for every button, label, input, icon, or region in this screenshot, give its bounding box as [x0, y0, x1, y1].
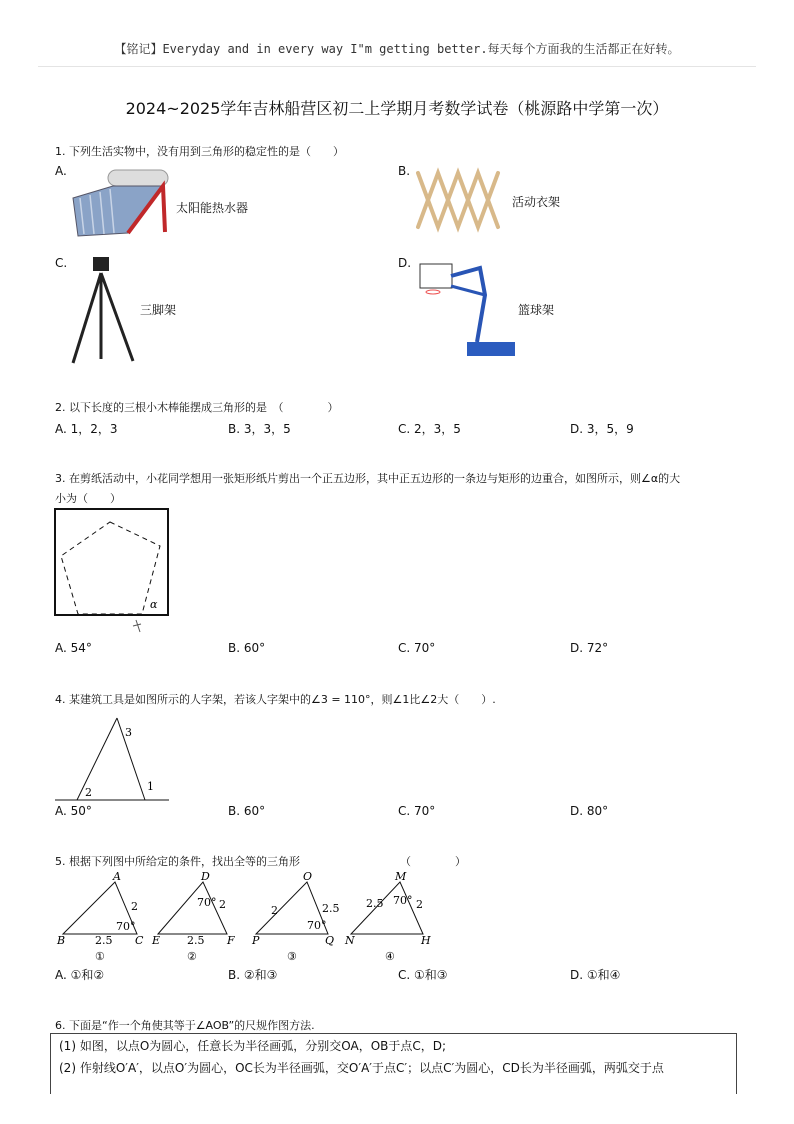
triangle-2: [151, 870, 235, 963]
svg-text:2: 2: [271, 904, 278, 917]
svg-text:Q: Q: [325, 934, 335, 947]
q5-stem: 5. 根据下列图中所给定的条件，找出全等的三角形: [55, 855, 300, 868]
angle-2-label: 2: [85, 786, 92, 799]
basketball-hoop-image: [415, 250, 520, 362]
tripod-image: [65, 255, 140, 367]
q6-step-1: (1) 如图，以点O为圆心，任意长为半径画弧，分别交OA，OB于点C，D;: [59, 1039, 447, 1053]
svg-text:C: C: [135, 934, 144, 947]
svg-text:2.5: 2.5: [322, 902, 340, 915]
svg-text:70°: 70°: [116, 920, 136, 933]
q3-option-a: A. 54°: [55, 641, 92, 655]
svg-text:①: ①: [95, 950, 105, 963]
svg-text:A: A: [113, 870, 121, 883]
q3-option-b: B. 60°: [228, 641, 266, 655]
svg-text:H: H: [421, 934, 431, 947]
q5-option-b: B. ②和③: [228, 968, 278, 982]
svg-text:P: P: [252, 934, 260, 947]
solar-water-heater-image: [68, 168, 173, 243]
triangle-3: [251, 870, 340, 963]
q5-option-d: D. ①和④: [570, 968, 621, 982]
q1-option-b-label: 活动衣架: [512, 195, 561, 209]
four-triangles-figure: [55, 872, 455, 962]
q5-answer-paren: （ ）: [400, 855, 466, 868]
angle-3-label: 3: [125, 726, 132, 739]
q2-stem: 2. 以下长度的三根小木棒能摆成三角形的是 （ ）: [55, 401, 339, 414]
herringbone-frame-figure: [55, 716, 170, 802]
svg-text:70°: 70°: [197, 896, 217, 909]
q6-construction-steps-box: [50, 1033, 737, 1094]
q1-option-a-label: 太阳能热水器: [176, 201, 249, 215]
svg-text:2.5: 2.5: [366, 897, 384, 910]
q4-option-c: C. 70°: [398, 804, 436, 818]
q3-stem-line1: 3. 在剪纸活动中，小花同学想用一张矩形纸片剪出一个正五边形，其中正五边形的一条边与矩形的边重合，如图所示，则∠α的大: [55, 472, 681, 485]
q4-stem: 4. 某建筑工具是如图所示的人字架，若该人字架中的∠3 = 110°，则∠1比∠2大（ ）.: [55, 693, 496, 706]
motto-header: 【铭记】Everyday and in every way I"m getting better.每天每个方面我的生活都正在好转。: [114, 42, 680, 56]
svg-text:2: 2: [219, 898, 226, 911]
pentagon-in-rectangle-figure: [54, 508, 170, 636]
folding-rack-image: [413, 165, 508, 237]
q2-option-c: C. 2，3，5: [398, 422, 461, 436]
header-divider: [38, 66, 756, 67]
q1-option-c-letter: C.: [55, 256, 68, 270]
svg-text:2.5: 2.5: [95, 934, 113, 947]
q2-option-b: B. 3，3，5: [228, 422, 291, 436]
svg-text:O: O: [303, 870, 313, 883]
q4-option-b: B. 60°: [228, 804, 266, 818]
svg-text:④: ④: [385, 950, 395, 963]
q2-option-a: A. 1，2，3: [55, 422, 118, 436]
q1-option-c-label: 三脚架: [140, 303, 177, 317]
svg-text:B: B: [57, 934, 66, 947]
svg-text:③: ③: [287, 950, 297, 963]
triangle-4: [344, 870, 431, 963]
svg-text:M: M: [395, 870, 407, 883]
svg-text:2: 2: [416, 898, 423, 911]
svg-text:2: 2: [131, 900, 138, 913]
triangle-1: [56, 870, 144, 963]
q3-option-c: C. 70°: [398, 641, 436, 655]
exam-title: 2024~2025学年吉林船营区初二上学期月考数学试卷（桃源路中学第一次）: [125, 99, 669, 118]
svg-text:F: F: [227, 934, 235, 947]
q2-option-d: D. 3，5，9: [570, 422, 634, 436]
angle-1-label: 1: [147, 780, 154, 793]
q4-option-a: A. 50°: [55, 804, 92, 818]
q1-option-b-letter: B.: [398, 164, 411, 178]
svg-text:70°: 70°: [307, 919, 327, 932]
svg-text:70°: 70°: [393, 894, 413, 907]
alpha-label: α: [150, 598, 158, 611]
q6-step-2: (2) 作射线O′A′，以点O′为圆心，OC长为半径画弧，交O′A′于点C′；以点C′为圆心，CD长为半径画弧，两弧交于点: [59, 1061, 664, 1075]
q5-option-c: C. ①和③: [398, 968, 448, 982]
svg-text:E: E: [152, 934, 161, 947]
q1-stem: 1. 下列生活实物中，没有用到三角形的稳定性的是（ ）: [55, 145, 344, 158]
q4-option-d: D. 80°: [570, 804, 609, 818]
q3-stem-line2: 小为（ ）: [55, 492, 121, 505]
svg-text:D: D: [201, 870, 210, 883]
q3-option-d: D. 72°: [570, 641, 609, 655]
q1-option-d-label: 篮球架: [518, 303, 555, 317]
svg-text:2.5: 2.5: [187, 934, 205, 947]
q1-option-a-letter: A.: [55, 164, 67, 178]
q1-option-d-letter: D.: [398, 256, 412, 270]
svg-text:N: N: [345, 934, 355, 947]
q6-stem: 6. 下面是“作一个角使其等于∠AOB”的尺规作图方法.: [55, 1019, 315, 1032]
svg-text:②: ②: [187, 950, 197, 963]
q5-option-a: A. ①和②: [55, 968, 105, 982]
